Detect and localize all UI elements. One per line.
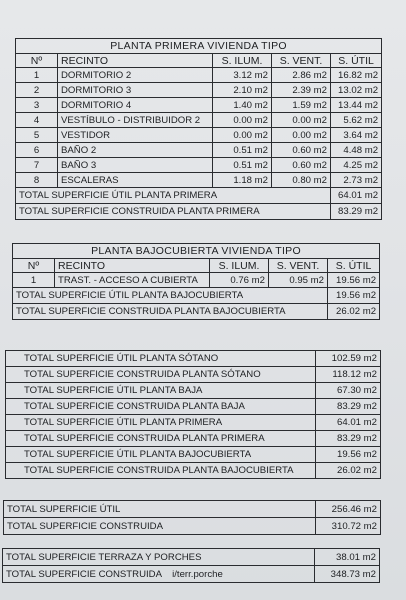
planta-primera-table: [15, 38, 382, 220]
planta-bajocubierta-table: [12, 243, 380, 320]
row-vent: 0.95 m2: [269, 273, 328, 288]
row-num: 8: [16, 173, 58, 188]
summary-label: TOTAL SUPERFICIE ÚTIL PLANTA PRIMERA: [6, 415, 316, 431]
summary-value: 26.02 m2: [316, 463, 381, 479]
row-util: 13.02 m2: [331, 83, 382, 98]
summary-row: [6, 463, 381, 479]
row-num: 5: [16, 128, 58, 143]
row-num: 7: [16, 158, 58, 173]
header-ilum: S. ILUM.: [213, 54, 272, 68]
row-vent: 0.00 m2: [272, 128, 331, 143]
row-recinto: VESTIDOR: [58, 128, 213, 143]
total-label: TOTAL SUPERFICIE ÚTIL PLANTA PRIMERA: [16, 188, 331, 204]
table-row: [16, 83, 382, 98]
row-ilum: 0.00 m2: [213, 113, 272, 128]
row-vent: 2.39 m2: [272, 83, 331, 98]
header-vent: S. VENT.: [272, 54, 331, 68]
total-row: [13, 288, 380, 304]
grand-total-label: TOTAL SUPERFICIE ÚTIL: [4, 501, 316, 518]
row-recinto: VESTÍBULO - DISTRIBUIDOR 2: [58, 113, 213, 128]
row-ilum: 0.76 m2: [210, 273, 269, 288]
header-ilum: S. ILUM.: [210, 259, 269, 273]
header-util: S. ÚTIL: [331, 54, 382, 68]
totales-table: [3, 500, 381, 535]
row-recinto: BAÑO 2: [58, 143, 213, 158]
row-ilum: 3.12 m2: [213, 68, 272, 83]
summary-label: TOTAL SUPERFICIE ÚTIL PLANTA SÓTANO: [6, 351, 316, 367]
total-value: 83.29 m2: [331, 204, 382, 220]
terraza-value: 348.73 m2: [315, 566, 380, 583]
row-num: 3: [16, 98, 58, 113]
row-ilum: 1.40 m2: [213, 98, 272, 113]
summary-value: 102.59 m2: [316, 351, 381, 367]
summary-label: TOTAL SUPERFICIE ÚTIL PLANTA BAJOCUBIERTA: [6, 447, 316, 463]
row-recinto: DORMITORIO 3: [58, 83, 213, 98]
row-util: 16.82 m2: [331, 68, 382, 83]
row-num: 1: [13, 273, 55, 288]
summary-value: 83.29 m2: [316, 399, 381, 415]
terraza-row: [3, 566, 380, 583]
row-util: 4.25 m2: [331, 158, 382, 173]
summary-row: [6, 415, 381, 431]
table-row: [16, 143, 382, 158]
row-num: 6: [16, 143, 58, 158]
row-num: 4: [16, 113, 58, 128]
total-label: TOTAL SUPERFICIE CONSTRUIDA PLANTA PRIMERA: [16, 204, 331, 220]
summary-value: 118.12 m2: [316, 367, 381, 383]
header-num: Nº: [16, 54, 58, 68]
grand-total-row: [4, 518, 381, 535]
summary-row: [6, 447, 381, 463]
summary-row: [6, 351, 381, 367]
table-row: [16, 113, 382, 128]
header-vent: S. VENT.: [269, 259, 328, 273]
summary-value: 64.01 m2: [316, 415, 381, 431]
row-recinto: DORMITORIO 2: [58, 68, 213, 83]
row-ilum: 0.51 m2: [213, 158, 272, 173]
header-recinto: RECINTO: [55, 259, 210, 273]
grand-total-value: 310.72 m2: [316, 518, 381, 535]
summary-value: 83.29 m2: [316, 431, 381, 447]
row-recinto: ESCALERAS: [58, 173, 213, 188]
resumen-plantas-table: [5, 350, 381, 479]
header-recinto: RECINTO: [58, 54, 213, 68]
summary-label: TOTAL SUPERFICIE CONSTRUIDA PLANTA BAJA: [6, 399, 316, 415]
table-row: [16, 158, 382, 173]
planta-bajocubierta-title: PLANTA BAJOCUBIERTA VIVIENDA TIPO: [13, 244, 380, 259]
row-vent: 0.60 m2: [272, 158, 331, 173]
summary-label: TOTAL SUPERFICIE CONSTRUIDA PLANTA PRIMERA: [6, 431, 316, 447]
row-num: 1: [16, 68, 58, 83]
total-row: [16, 188, 382, 204]
header-util: S. ÚTIL: [328, 259, 380, 273]
terraza-label: TOTAL SUPERFICIE TERRAZA Y PORCHES: [3, 549, 315, 566]
row-num: 2: [16, 83, 58, 98]
total-value: 19.56 m2: [328, 288, 380, 304]
total-value: 26.02 m2: [328, 304, 380, 320]
terraza-value: 38.01 m2: [315, 549, 380, 566]
row-util: 2.73 m2: [331, 173, 382, 188]
total-row: [13, 304, 380, 320]
row-recinto: BAÑO 3: [58, 158, 213, 173]
terraza-table: [2, 548, 380, 583]
header-num: Nº: [13, 259, 55, 273]
grand-total-value: 256.46 m2: [316, 501, 381, 518]
row-recinto: TRAST. - ACCESO A CUBIERTA: [55, 273, 210, 288]
row-util: 5.62 m2: [331, 113, 382, 128]
row-vent: 1.59 m2: [272, 98, 331, 113]
row-ilum: 0.00 m2: [213, 128, 272, 143]
terraza-row: [3, 549, 380, 566]
row-ilum: 2.10 m2: [213, 83, 272, 98]
summary-row: [6, 399, 381, 415]
summary-row: [6, 383, 381, 399]
row-recinto: DORMITORIO 4: [58, 98, 213, 113]
total-label: TOTAL SUPERFICIE CONSTRUIDA PLANTA BAJOCUBIERTA: [13, 304, 328, 320]
total-label: TOTAL SUPERFICIE ÚTIL PLANTA BAJOCUBIERTA: [13, 288, 328, 304]
summary-value: 67.30 m2: [316, 383, 381, 399]
row-util: 3.64 m2: [331, 128, 382, 143]
grand-total-row: [4, 501, 381, 518]
grand-total-label: TOTAL SUPERFICIE CONSTRUIDA: [4, 518, 316, 535]
table-row: [16, 128, 382, 143]
row-util: 19.56 m2: [328, 273, 380, 288]
row-vent: 0.60 m2: [272, 143, 331, 158]
row-ilum: 0.51 m2: [213, 143, 272, 158]
row-util: 13.44 m2: [331, 98, 382, 113]
summary-label: TOTAL SUPERFICIE ÚTIL PLANTA BAJA: [6, 383, 316, 399]
terraza-label: TOTAL SUPERFICIE CONSTRUIDA i/terr.porche: [3, 566, 315, 583]
total-row: [16, 204, 382, 220]
row-vent: 0.00 m2: [272, 113, 331, 128]
summary-row: [6, 431, 381, 447]
table-row: [16, 98, 382, 113]
table-row: [13, 273, 380, 288]
row-util: 4.48 m2: [331, 143, 382, 158]
table-row: [16, 68, 382, 83]
row-ilum: 1.18 m2: [213, 173, 272, 188]
row-vent: 0.80 m2: [272, 173, 331, 188]
total-value: 64.01 m2: [331, 188, 382, 204]
summary-row: [6, 367, 381, 383]
summary-label: TOTAL SUPERFICIE CONSTRUIDA PLANTA SÓTANO: [6, 367, 316, 383]
planta-primera-title: PLANTA PRIMERA VIVIENDA TIPO: [16, 39, 382, 54]
row-vent: 2.86 m2: [272, 68, 331, 83]
summary-value: 19.56 m2: [316, 447, 381, 463]
table-row: [16, 173, 382, 188]
summary-label: TOTAL SUPERFICIE CONSTRUIDA PLANTA BAJOCUBIERTA: [6, 463, 316, 479]
